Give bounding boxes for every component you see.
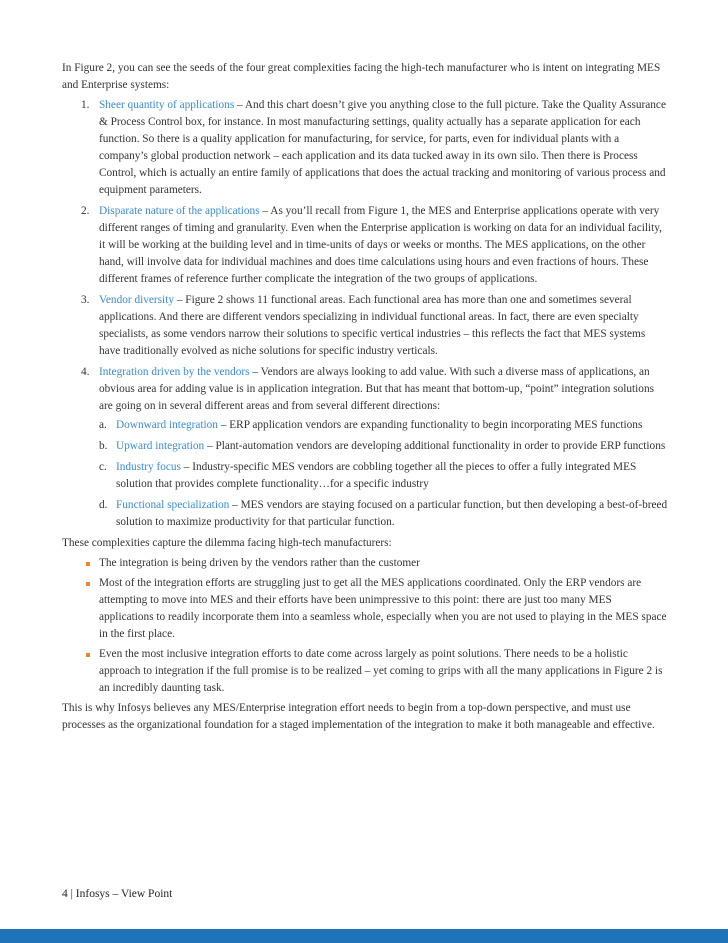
sublist-letter: b. (99, 440, 108, 452)
list-item (62, 292, 668, 360)
bullet-icon (86, 562, 90, 566)
sublist-letter: c. (99, 461, 107, 473)
bullet-item (62, 555, 668, 572)
term-label: Disparate nature of the applications (99, 205, 260, 217)
list-item (62, 203, 668, 288)
sublist-letter: d. (99, 499, 108, 511)
list-item (62, 364, 668, 531)
item-text: – MES vendors are staying focused on a particular function, but then developing a best-of-breed solution to maximize productivity for that particular function. (116, 499, 668, 528)
page-footer: 4 | Infosys – View Point (62, 888, 173, 900)
bullet-text: The integration is being driven by the vendors rather than the customer (99, 557, 420, 569)
item-text: – Industry-specific MES vendors are cobbling together all the pieces to offer a fully integrated MES solution that provides complete functionality…for a specific industry (116, 461, 637, 490)
bullet-icon (86, 582, 90, 586)
bullet-item (62, 575, 668, 643)
document-body (62, 60, 668, 734)
integration-sublist (99, 417, 668, 531)
sublist-letter: a. (99, 419, 107, 431)
intro-paragraph: In Figure 2, you can see the seeds of the four great complexities facing the high-tech manufacturer who is intent on integrating MES and Enterprise systems: (62, 62, 661, 91)
term-label: Functional specialization (116, 499, 230, 511)
list-number: 2. (81, 205, 90, 217)
bullet-list (62, 555, 668, 697)
bullet-item (62, 646, 668, 697)
sublist-item (99, 438, 668, 455)
bullet-text: Most of the integration efforts are struggling just to get all the MES applications coordinated. Only the ERP vendors are attempting to move into MES and their efforts have been unimpressive to this point: there are just too many MES applications to readily incorporate them into a seamless whole, especially when you are not used to playing in the MES space in the first place. (99, 577, 667, 640)
sublist-item (99, 417, 668, 434)
footer-color-bar (0, 929, 728, 943)
item-text: – Figure 2 shows 11 functional areas. Each functional area has more than one and sometimes several applications. And there are different vendors specializing in individual functional areas. In fact, there are even specialty specialists, as some vendors narrow their solutions to specific vertical industries – this reflects the fact that MES systems have traditionally evolved as niche solutions for specific industry verticals. (99, 294, 646, 357)
term-label: Integration driven by the vendors (99, 366, 250, 378)
item-text: – Plant-automation vendors are developing additional functionality in order to provide ERP functions (204, 440, 666, 452)
complexities-paragraph: These complexities capture the dilemma facing high-tech manufacturers: (62, 537, 392, 549)
term-label: Downward integration (116, 419, 218, 431)
list-item (62, 97, 668, 199)
list-number: 1. (81, 99, 90, 111)
term-label: Industry focus (116, 461, 181, 473)
term-label: Upward integration (116, 440, 205, 452)
term-label: Vendor diversity (99, 294, 174, 306)
item-text: – ERP application vendors are expanding functionality to begin incorporating MES functions (217, 419, 643, 431)
item-text: – Vendors are always looking to add value. With such a diverse mass of applications, an obvious area for adding value is in application integration. But that has meant that bottom-up, “point” integration solutions are going on in several different areas and from several different directions: (99, 366, 654, 412)
sublist-item (99, 459, 668, 493)
closing-paragraph: This is why Infosys believes any MES/Enterprise integration effort needs to begin from a top-down perspective, and must use processes as the organizational foundation for a staged implementation of the integration to make it both manageable and effective. (62, 702, 655, 731)
sublist-item (99, 497, 668, 531)
term-label: Sheer quantity of applications (99, 99, 235, 111)
bullet-text: Even the most inclusive integration efforts to date come across largely as point solutions. There needs to be a holistic approach to integration if the full promise is to be realized – yet coming to grips with all the many applications in Figure 2 is an incredibly daunting task. (99, 648, 663, 694)
list-number: 4. (81, 366, 90, 378)
bullet-icon (86, 653, 90, 657)
complexities-list (62, 97, 668, 531)
item-text: – And this chart doesn’t give you anything close to the full picture. Take the Quality Assurance & Process Control box, for instance. In most manufacturing settings, quality actually has a separate application for each function. So there is a quality application for manufacturing, for service, for parts, even for individual plants with a company’s global production network – each application and its data tucked away in its own silo. Then there is Process Control, which is actually an entire family of applications that does the actual tracking and monitoring of various process and equipment parameters. (99, 99, 666, 196)
list-number: 3. (81, 294, 90, 306)
item-text: – As you’ll recall from Figure 1, the MES and Enterprise applications operate with very different ranges of timing and granularity. Even when the Enterprise application is working on data for an individual facility, it will be working at the building level and in time-units of days or weeks or months. The MES applications, on the other hand, will involve data for individual machines and does time calculations using hours and even fractions of hours. These different frames of reference further complicate the integration of the two groups of applications. (99, 205, 663, 285)
